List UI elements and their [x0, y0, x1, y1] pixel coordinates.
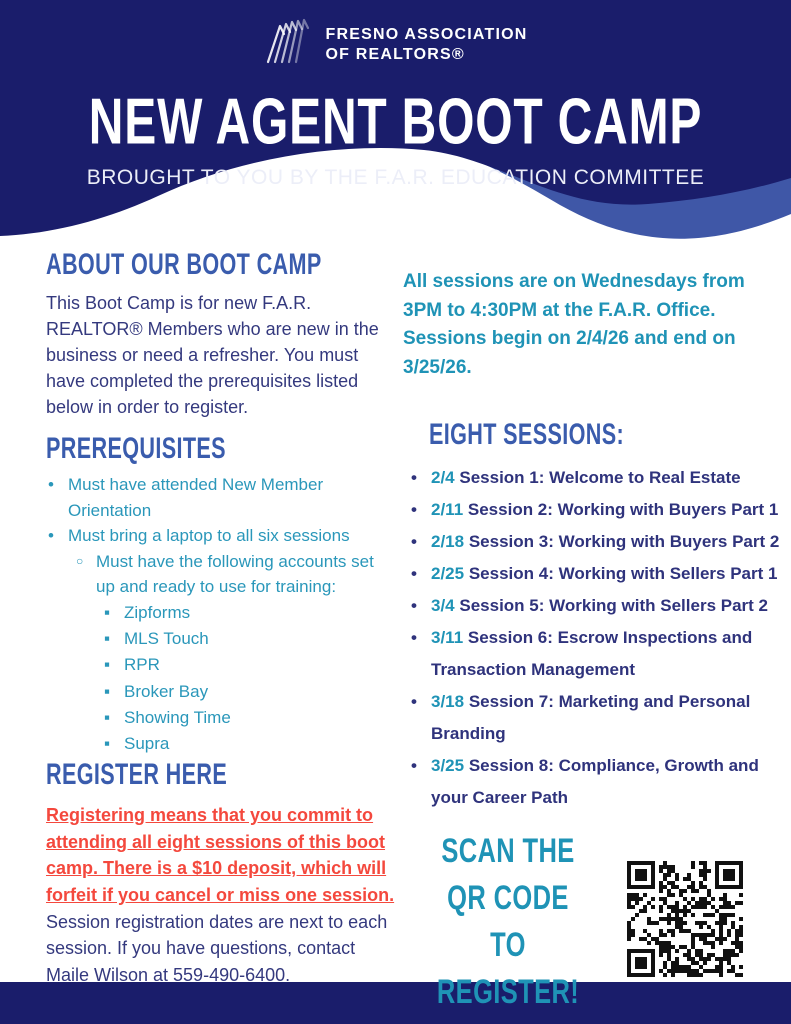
sessions-section [403, 418, 781, 813]
page-subtitle: BROUGHT TO YOU BY THE F.A.R. EDUCATION COMMITTEE [86, 166, 705, 189]
prerequisites-section [46, 432, 394, 758]
list-item: ▪ Zipforms [46, 600, 394, 626]
session-title: Session 4: Working with Sellers Part 1 [468, 563, 778, 583]
register-info: Session registration dates are next to each session. If you have questions, contact Maile Wilson at 559-490-6400. [46, 911, 388, 985]
list-item: ▪ Supra [46, 731, 394, 757]
session-item [403, 494, 781, 526]
register-section [46, 758, 398, 988]
right-column [403, 268, 781, 1011]
logo-text [325, 25, 527, 65]
session-title: Session 3: Working with Buyers Part 2 [468, 531, 780, 551]
session-date: 3/4 [431, 595, 455, 615]
qr-code-icon [627, 861, 743, 982]
session-date: 2/25 [431, 563, 465, 583]
session-date: 3/18 [431, 691, 465, 711]
header [0, 0, 791, 190]
session-title: Session 7: Marketing and Personal Branding [431, 691, 751, 743]
list-item: • Must have attended New Member Orientation [46, 472, 394, 523]
session-date: 2/4 [431, 468, 455, 487]
qr-section [403, 828, 781, 1016]
accounts-list [46, 600, 394, 758]
left-column [46, 248, 395, 985]
list-item: ▪ MLS Touch [46, 626, 394, 652]
prerequisites-sub-item: ○ Must have the following accounts set up and ready to use for training: [46, 549, 394, 600]
session-date: 2/11 [431, 499, 464, 519]
schedule-note: All sessions are on Wednesdays from 3PM to 4:30PM at the F.A.R. Office. Sessions begin on 2/4/26 and end on 3/25/26. [403, 271, 745, 378]
session-item [403, 686, 781, 750]
register-heading: REGISTER HERE [46, 758, 228, 791]
register-warning: Registering means that you commit to attending all eight sessions of this boot camp. There is a $10 deposit, which will forfeit if you cancel or miss one session. [46, 805, 395, 905]
session-date: 3/11 [431, 627, 464, 647]
qr-call-to-action: SCAN THE QR CODE TO REGISTER! [436, 832, 580, 1011]
list-item: ▪ Showing Time [46, 705, 394, 731]
list-item: ▪ Broker Bay [46, 679, 394, 705]
session-item [403, 590, 781, 622]
list-item: • Must bring a laptop to all six sessions [46, 523, 394, 549]
session-date: 3/25 [431, 755, 465, 775]
session-title: Session 8: Compliance, Growth and your Career Path [431, 755, 759, 807]
session-item [403, 750, 781, 814]
session-title: Session 2: Working with Buyers Part 1 [467, 499, 779, 519]
session-item [403, 622, 781, 686]
session-title: Session 1: Welcome to Real Estate [459, 468, 741, 487]
session-item [403, 462, 781, 494]
logo-line2: OF REALTORS® [325, 45, 465, 63]
sessions-list [403, 462, 781, 813]
page-title: NEW AGENT BOOT CAMP [88, 85, 703, 158]
session-date: 2/18 [431, 531, 465, 551]
session-item [403, 526, 781, 558]
session-item [403, 558, 781, 590]
sessions-heading: EIGHT SESSIONS: [429, 418, 625, 451]
association-logo [0, 16, 791, 73]
list-item: ▪ RPR [46, 652, 394, 678]
session-title: Session 6: Escrow Inspections and Transaction Management [431, 627, 753, 679]
session-title: Session 5: Working with Sellers Part 2 [459, 595, 768, 615]
logo-line1: FRESNO ASSOCIATION [325, 25, 528, 43]
roof-lines-icon [263, 16, 315, 73]
about-heading: ABOUT OUR BOOT CAMP [46, 248, 322, 281]
prerequisites-heading: PREREQUISITES [46, 432, 226, 465]
about-section [46, 248, 394, 420]
about-body: This Boot Camp is for new F.A.R. REALTOR® Members who are new in the business or need a refresher. You must have completed the prerequisites listed below in order to register. [46, 293, 379, 418]
prerequisites-list [46, 472, 394, 549]
